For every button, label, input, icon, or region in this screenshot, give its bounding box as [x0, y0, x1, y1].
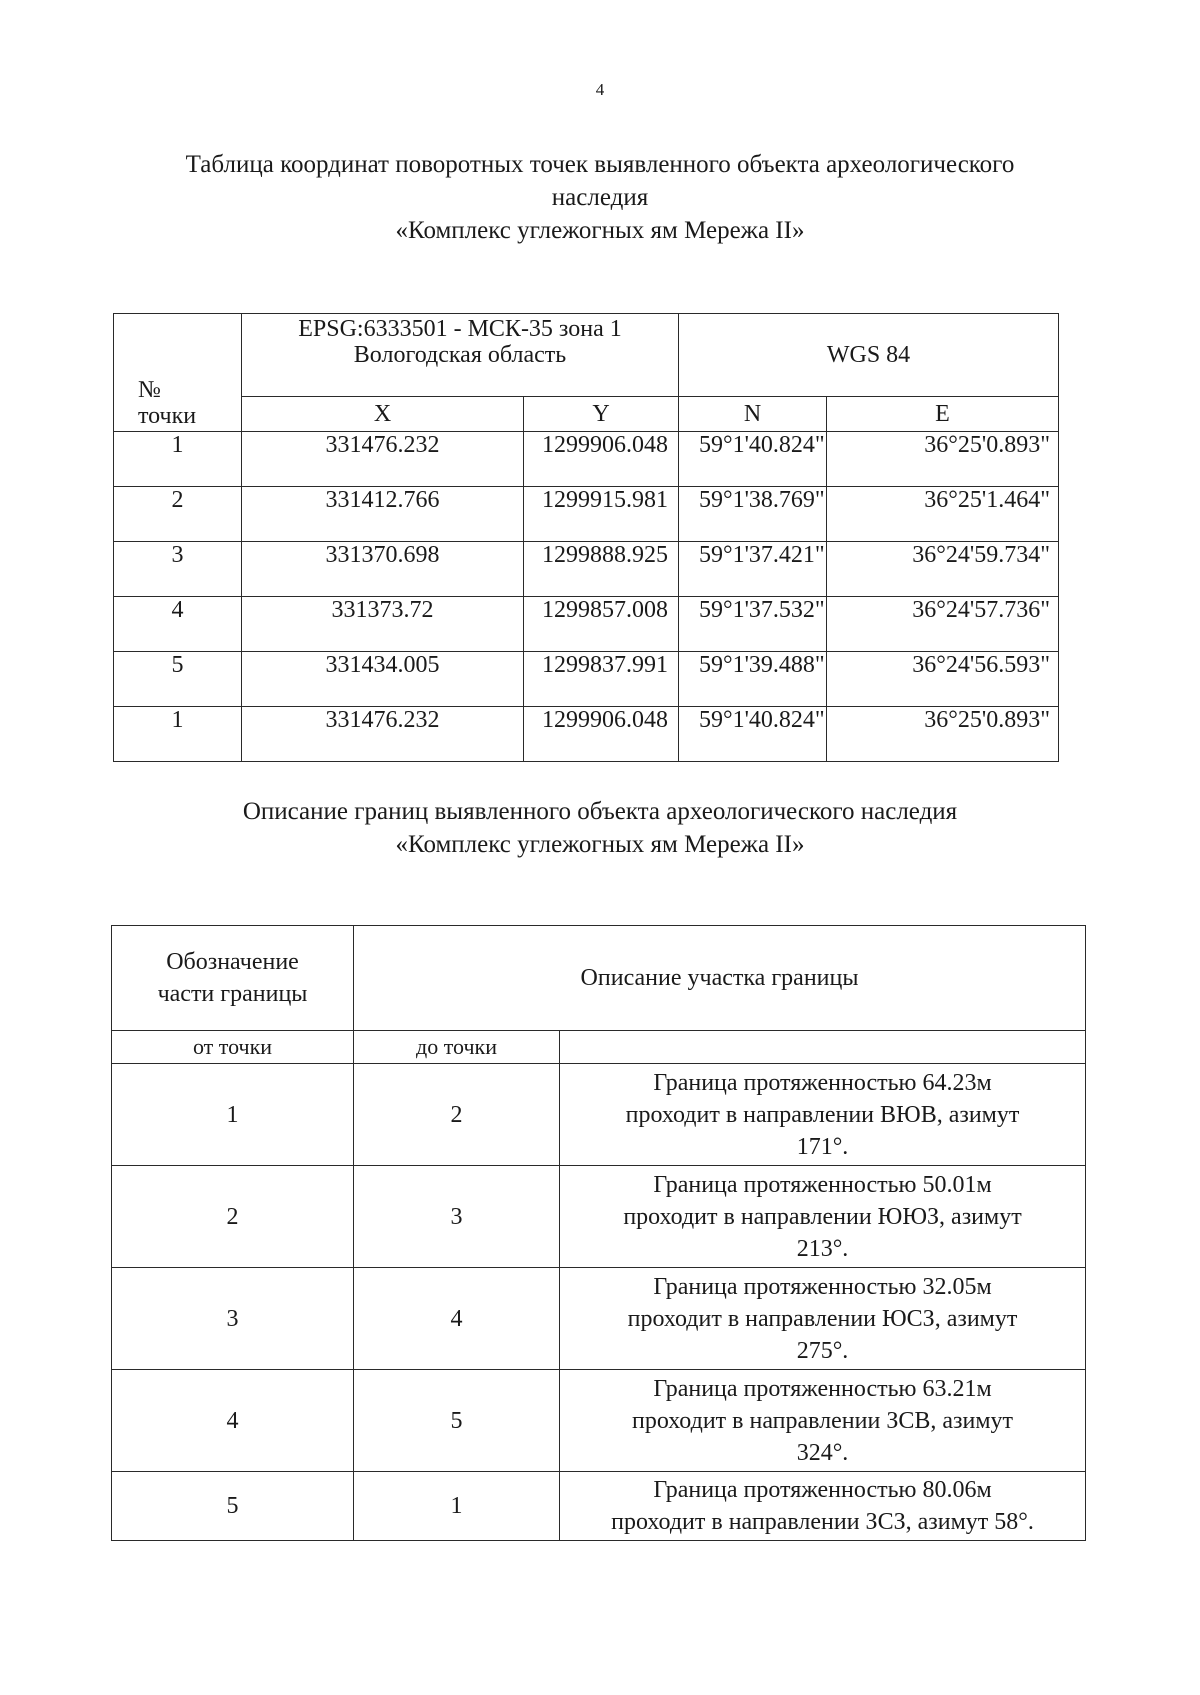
description-line: 213°.	[796, 1235, 849, 1262]
description-line: проходит в направлении ЮЮЗ, азимут	[623, 1203, 1022, 1230]
n-value: 59°1'40.824"	[679, 432, 827, 487]
description-line: 275°.	[796, 1337, 849, 1364]
point-number-header-line: точки	[138, 403, 197, 429]
from-point: 1	[112, 1064, 354, 1166]
header-row	[112, 926, 1086, 1031]
description-header: Описание участка границы	[354, 926, 1086, 1031]
n-value: 59°1'38.769"	[679, 487, 827, 542]
from-point: 5	[112, 1472, 354, 1541]
title-line: «Комплекс углежогных ям Мережа II»	[395, 831, 805, 858]
table-row	[114, 707, 1059, 762]
subheader-row	[114, 397, 1059, 432]
point-number: 1	[114, 707, 242, 762]
msk35-header	[242, 314, 679, 397]
description-line: Граница протяженностью 80.06м	[653, 1477, 992, 1503]
boundary-part-header-line: Обозначение	[166, 949, 299, 975]
boundary-part-header-line: части границы	[157, 981, 308, 1007]
e-value: 36°24'57.736"	[827, 597, 1059, 652]
table-row	[112, 1268, 1086, 1370]
point-number-header	[114, 314, 242, 432]
table-row	[112, 1472, 1086, 1541]
table-row	[112, 1166, 1086, 1268]
boundary-description	[560, 1064, 1086, 1166]
msk35-header-line: EPSG:6333501 - МСК-35 зона 1	[298, 316, 622, 342]
from-point: 4	[112, 1370, 354, 1472]
description-line: Граница протяженностью 63.21м	[653, 1375, 992, 1402]
boundary-description	[560, 1166, 1086, 1268]
y-value: 1299888.925	[524, 542, 679, 597]
page-number: 4	[595, 80, 605, 99]
y-value: 1299915.981	[524, 487, 679, 542]
n-value: 59°1'37.532"	[679, 597, 827, 652]
empty-header-cell	[560, 1031, 1086, 1064]
column-header-y: Y	[524, 397, 679, 432]
description-line: проходит в направлении ЮСЗ, азимут	[627, 1305, 1018, 1332]
to-point: 3	[354, 1166, 560, 1268]
to-point: 1	[354, 1472, 560, 1541]
boundary-table	[111, 925, 1086, 1541]
description-line: Граница протяженностью 32.05м	[653, 1273, 992, 1300]
from-point-header: от точки	[112, 1031, 354, 1064]
e-value: 36°24'59.734"	[827, 542, 1059, 597]
description-line: Граница протяженностью 64.23м	[653, 1069, 992, 1096]
table-row	[114, 432, 1059, 487]
x-value: 331412.766	[242, 487, 524, 542]
point-number: 1	[114, 432, 242, 487]
e-value: 36°25'0.893"	[827, 432, 1059, 487]
x-value: 331373.72	[242, 597, 524, 652]
to-point: 4	[354, 1268, 560, 1370]
boundary-table-title	[100, 795, 1100, 861]
to-point-header: до точки	[354, 1031, 560, 1064]
n-value: 59°1'40.824"	[679, 707, 827, 762]
boundary-description	[560, 1370, 1086, 1472]
point-number: 5	[114, 652, 242, 707]
column-header-n: N	[679, 397, 827, 432]
x-value: 331476.232	[242, 432, 524, 487]
y-value: 1299857.008	[524, 597, 679, 652]
boundary-description	[560, 1268, 1086, 1370]
header-row	[114, 314, 1059, 397]
table-row	[112, 1064, 1086, 1166]
wgs84-header: WGS 84	[679, 314, 1059, 397]
title-line: Таблица координат поворотных точек выявленного объекта археологического	[185, 151, 1015, 178]
table-row	[112, 1370, 1086, 1472]
table-row	[114, 487, 1059, 542]
description-line: Граница протяженностью 50.01м	[653, 1171, 992, 1198]
description-line: 171°.	[796, 1133, 849, 1160]
description-line: 324°.	[796, 1439, 849, 1466]
coordinate-table	[113, 313, 1059, 762]
to-point: 2	[354, 1064, 560, 1166]
point-number-header-line: №	[138, 377, 161, 403]
description-line: проходит в направлении ЗСВ, азимут	[631, 1407, 1014, 1434]
point-number: 3	[114, 542, 242, 597]
e-value: 36°25'1.464"	[827, 487, 1059, 542]
title-line: наследия	[551, 184, 649, 211]
boundary-part-header	[112, 926, 354, 1031]
y-value: 1299906.048	[524, 432, 679, 487]
x-value: 331476.232	[242, 707, 524, 762]
description-line: проходит в направлении ВЮВ, азимут	[625, 1101, 1020, 1128]
description-line: проходит в направлении ЗСЗ, азимут 58°.	[611, 1509, 1034, 1535]
table-row	[114, 542, 1059, 597]
subheader-row	[112, 1031, 1086, 1064]
table-row	[114, 597, 1059, 652]
y-value: 1299906.048	[524, 707, 679, 762]
x-value: 331370.698	[242, 542, 524, 597]
x-value: 331434.005	[242, 652, 524, 707]
n-value: 59°1'39.488"	[679, 652, 827, 707]
from-point: 2	[112, 1166, 354, 1268]
point-number: 4	[114, 597, 242, 652]
coordinate-table-title	[100, 148, 1100, 247]
e-value: 36°24'56.593"	[827, 652, 1059, 707]
table-row	[114, 652, 1059, 707]
y-value: 1299837.991	[524, 652, 679, 707]
to-point: 5	[354, 1370, 560, 1472]
from-point: 3	[112, 1268, 354, 1370]
title-line: Описание границ выявленного объекта археологического наследия	[242, 798, 958, 825]
column-header-e: E	[827, 397, 1059, 432]
boundary-description	[560, 1472, 1086, 1541]
msk35-header-line: Вологодская область	[353, 342, 567, 368]
point-number: 2	[114, 487, 242, 542]
column-header-x: X	[242, 397, 524, 432]
e-value: 36°25'0.893"	[827, 707, 1059, 762]
n-value: 59°1'37.421"	[679, 542, 827, 597]
title-line: «Комплекс углежогных ям Мережа II»	[395, 217, 805, 244]
